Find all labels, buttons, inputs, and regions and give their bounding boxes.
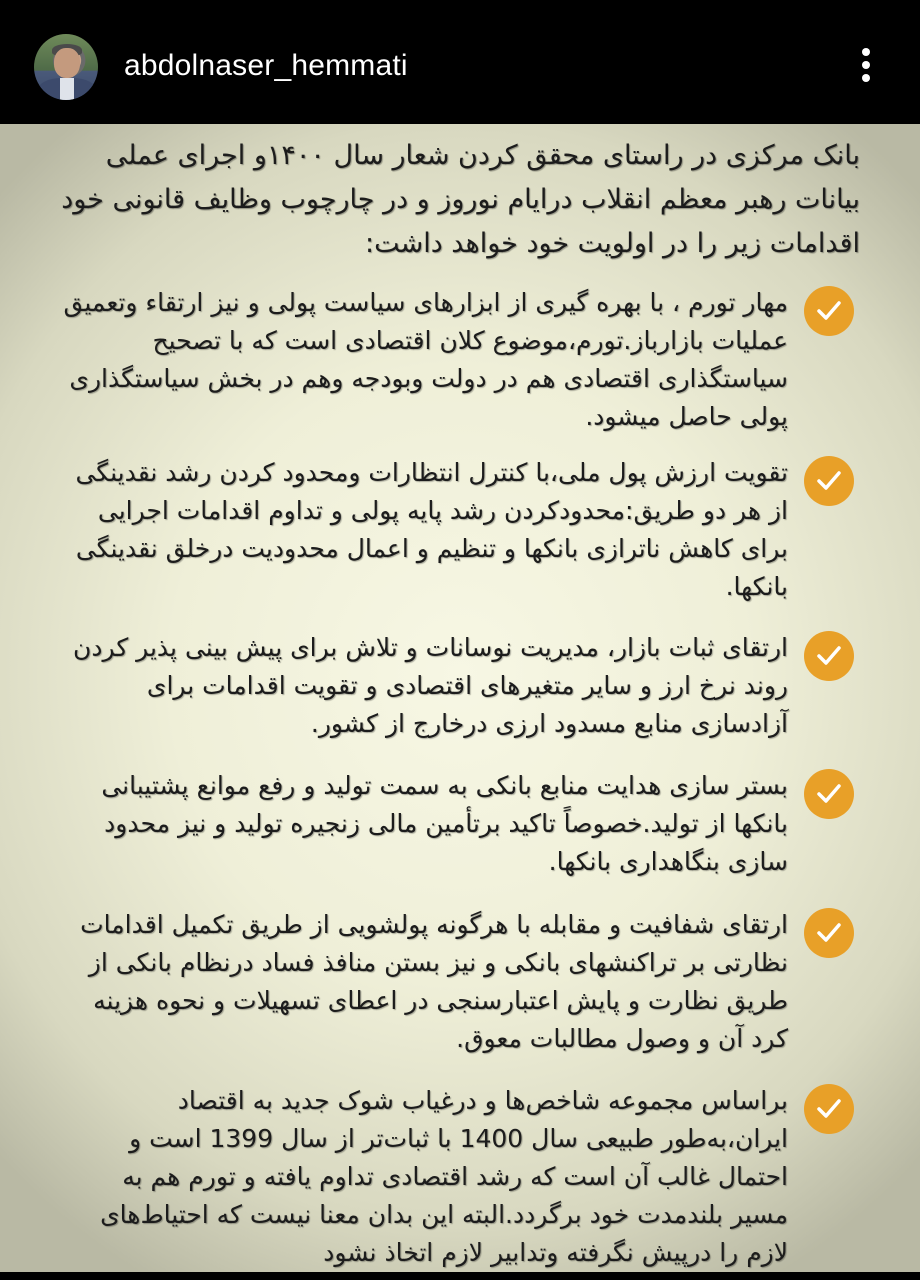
more-options-button[interactable] xyxy=(858,48,874,88)
list-item xyxy=(74,767,854,887)
list-item xyxy=(74,906,854,1066)
post-header xyxy=(0,0,920,124)
list-item-text: ارتقای شفافیت و مقابله با هرگونه پولشویی از طریق تکمیل اقدامات نظارتی بر تراکنشهای بانکی و نیز بستن منافذ فساد درنظام بانکی از طریق نظارت و پایش اعتبارسنجی در اعطای تسهیلات و نحوه هزینه کرد آن و وصول مطالبات معوق. xyxy=(80,910,788,1053)
list-item-text: براساس مجموعه شاخص‌ها و درغیاب شوک جدید به اقتصاد ایران،به‌طور طبیعی سال 1400 با ثبات‌تر از سال 1399 است و احتمال غالب آن است که رشد اقتصادی تداوم یافته و تورم هم به مسیر بلندمدت خود برگردد.البته این بدان معنا نیست که احتیاط‌های لازم را درپیش نگرفته وتدابیر لازم اتخاذ نشود xyxy=(100,1086,788,1267)
post-image xyxy=(0,124,920,1272)
check-circle-icon xyxy=(804,286,854,336)
list-item xyxy=(74,454,854,604)
bottom-edge xyxy=(0,1272,920,1280)
list-item-text: تقویت ارزش پول ملی،با کنترل انتظارات ومحدود کردن رشد نقدینگی از هر دو طریق:محدودکردن رشد پایه پولی و تداوم اقدامات اجرایی برای کاهش ناترازی بانکها و تنظیم و اعمال محدودیت درخلق نقدینگی بانکها. xyxy=(75,458,788,601)
vertical-ellipsis-icon xyxy=(862,61,870,69)
list-item xyxy=(74,629,854,749)
check-circle-icon xyxy=(804,456,854,506)
avatar-face xyxy=(54,48,80,78)
avatar-shirt xyxy=(60,78,74,100)
list-item-text: مهار تورم ، با بهره گیری از ابزارهای سیاست پولی و نیز ارتقاء وتعمیق عملیات بازارباز.تورم،موضوع کلان اقتصادی است که با تصحیح سیاستگذاری اقتصادی هم در دولت وبودجه وهم در بخش سیاستگذاری پولی حاصل میشود. xyxy=(63,288,788,431)
vertical-ellipsis-icon xyxy=(862,48,870,56)
username-link[interactable]: abdolnaser_hemmati xyxy=(124,49,408,82)
check-circle-icon xyxy=(804,908,854,958)
check-circle-icon xyxy=(804,1084,854,1134)
list-item-text: بستر سازی هدایت منابع بانکی به سمت تولید و رفع موانع پشتیبانی بانکها از تولید.خصوصاً تاکید برتأمین مالی زنجیره تولید و نیز محدود سازی بنگاهداری بانکها. xyxy=(101,771,788,876)
list-item xyxy=(74,1082,854,1272)
avatar[interactable] xyxy=(34,34,98,100)
list-item-text: ارتقای ثبات بازار، مدیریت نوسانات و تلاش برای پیش بینی پذیر کردن روند نرخ ارز و سایر متغیرهای اقتصادی و تقویت اقدامات برای آزادسازی منابع مسدود ارزی درخارج از کشور. xyxy=(73,633,788,738)
check-circle-icon xyxy=(804,769,854,819)
vertical-ellipsis-icon xyxy=(862,74,870,82)
intro-paragraph: بانک مرکزی در راستای محقق کردن شعار سال ۱۴۰۰و اجرای عملی بیانات رهبر معظم انقلاب درایام نوروز و در چارچوب وظایف قانونی خود اقدامات زیر را در اولویت خود خواهد داشت: xyxy=(61,140,860,259)
check-circle-icon xyxy=(804,631,854,681)
list-item xyxy=(63,284,854,434)
